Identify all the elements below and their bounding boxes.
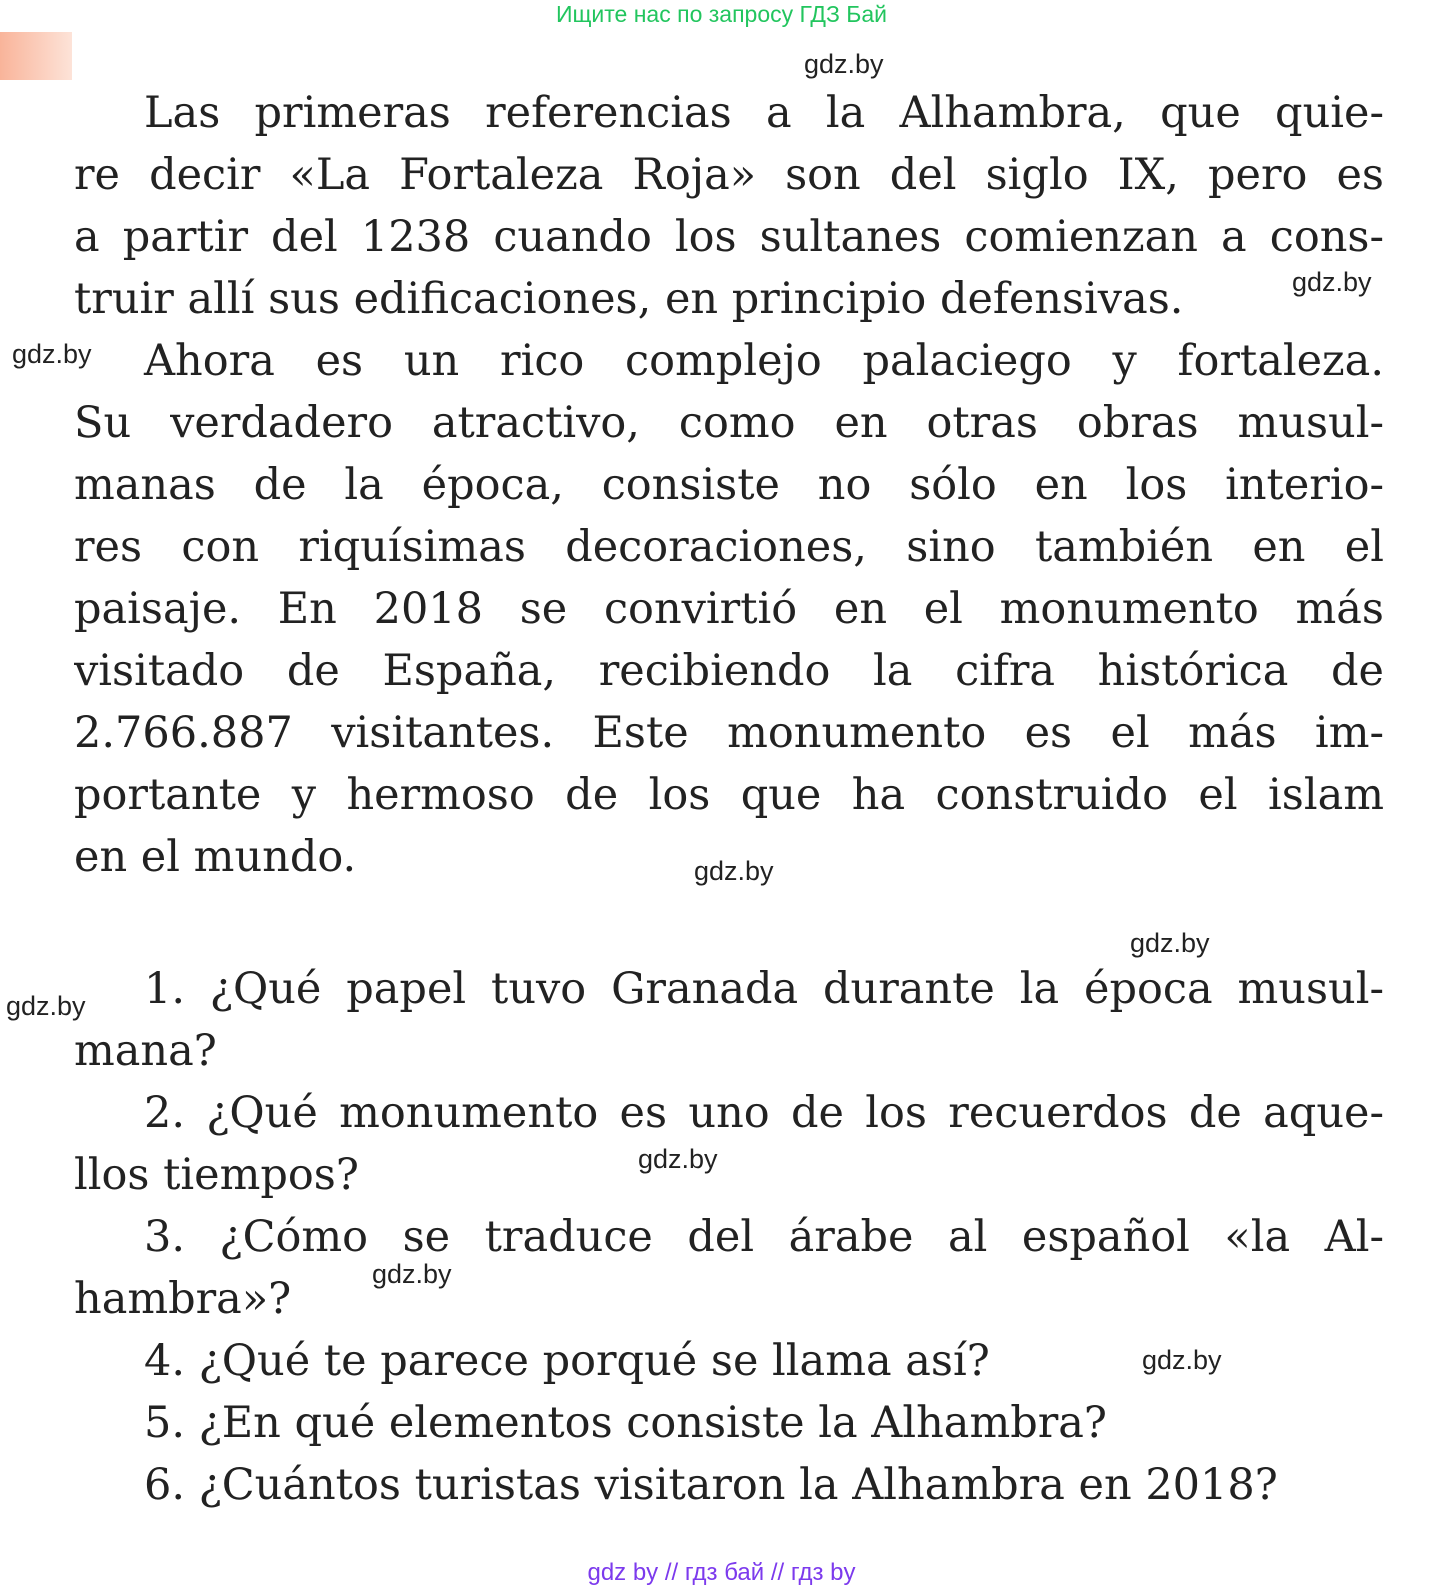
watermark: gdz.by	[638, 1144, 718, 1174]
question-item: 5. ¿En qué elementos consiste la Alhambra?	[144, 1398, 1107, 1448]
paragraph-line: visitado de España, recibiendo la cifra histórica de	[74, 646, 1384, 696]
paragraph-line: manas de la época, consiste no sólo en los interio-	[74, 460, 1384, 510]
question-continuation: mana?	[74, 1026, 217, 1076]
corner-tab	[0, 32, 72, 80]
paragraph-line: paisaje. En 2018 se convirtió en el monumento más	[74, 584, 1384, 634]
paragraph-line: a partir del 1238 cuando los sultanes comienzan a cons-	[74, 212, 1384, 262]
paragraph-line: res con riquísimas decoraciones, sino también en el	[74, 522, 1384, 572]
paragraph-line: Su verdadero atractivo, como en otras obras musul-	[74, 398, 1384, 448]
paragraph-line: en el mundo.	[74, 832, 357, 882]
question-continuation: hambra»?	[74, 1274, 292, 1324]
watermark: gdz.by	[372, 1259, 452, 1289]
top-banner: Ищите нас по запросу ГДЗ Бай	[555, 1, 888, 27]
paragraph-line: truir allí sus edificaciones, en principio defensivas.	[74, 274, 1184, 324]
watermark: gdz.by	[1292, 267, 1372, 297]
question-item: 2. ¿Qué monumento es uno de los recuerdos de aque-	[144, 1088, 1384, 1138]
paragraph-line: 2.766.887 visitantes. Este monumento es el más im-	[74, 708, 1384, 758]
question-item: 6. ¿Cuántos turistas visitaron la Alhambra en 2018?	[144, 1460, 1278, 1510]
question-item: 4. ¿Qué te parece porqué se llama así?	[144, 1336, 990, 1386]
paragraph-line: Ahora es un rico complejo palaciego y fortaleza.	[144, 336, 1384, 386]
watermark: gdz.by	[804, 49, 884, 79]
watermark: gdz.by	[694, 856, 774, 886]
question-item: 3. ¿Cómo se traduce del árabe al español «la Al-	[144, 1212, 1384, 1262]
watermark: gdz.by	[1142, 1345, 1222, 1375]
watermark: gdz.by	[6, 991, 86, 1021]
paragraph-line: Las primeras referencias a la Alhambra, que quie-	[144, 88, 1384, 138]
questions-list	[74, 958, 1384, 1516]
watermark: gdz.by	[12, 339, 92, 369]
question-continuation: llos tiempos?	[74, 1150, 359, 1200]
paragraph-line: portante y hermoso de los que ha construido el islam	[74, 770, 1384, 820]
footer-links: gdz by // гдз бай // гдз by	[587, 1559, 856, 1586]
question-item: 1. ¿Qué papel tuvo Granada durante la época musul-	[144, 964, 1384, 1014]
watermark: gdz.by	[1130, 928, 1210, 958]
alhambra-paragraph	[74, 82, 1384, 888]
paragraph-line: re decir «La Fortaleza Roja» son del siglo IX, pero es	[74, 150, 1384, 200]
